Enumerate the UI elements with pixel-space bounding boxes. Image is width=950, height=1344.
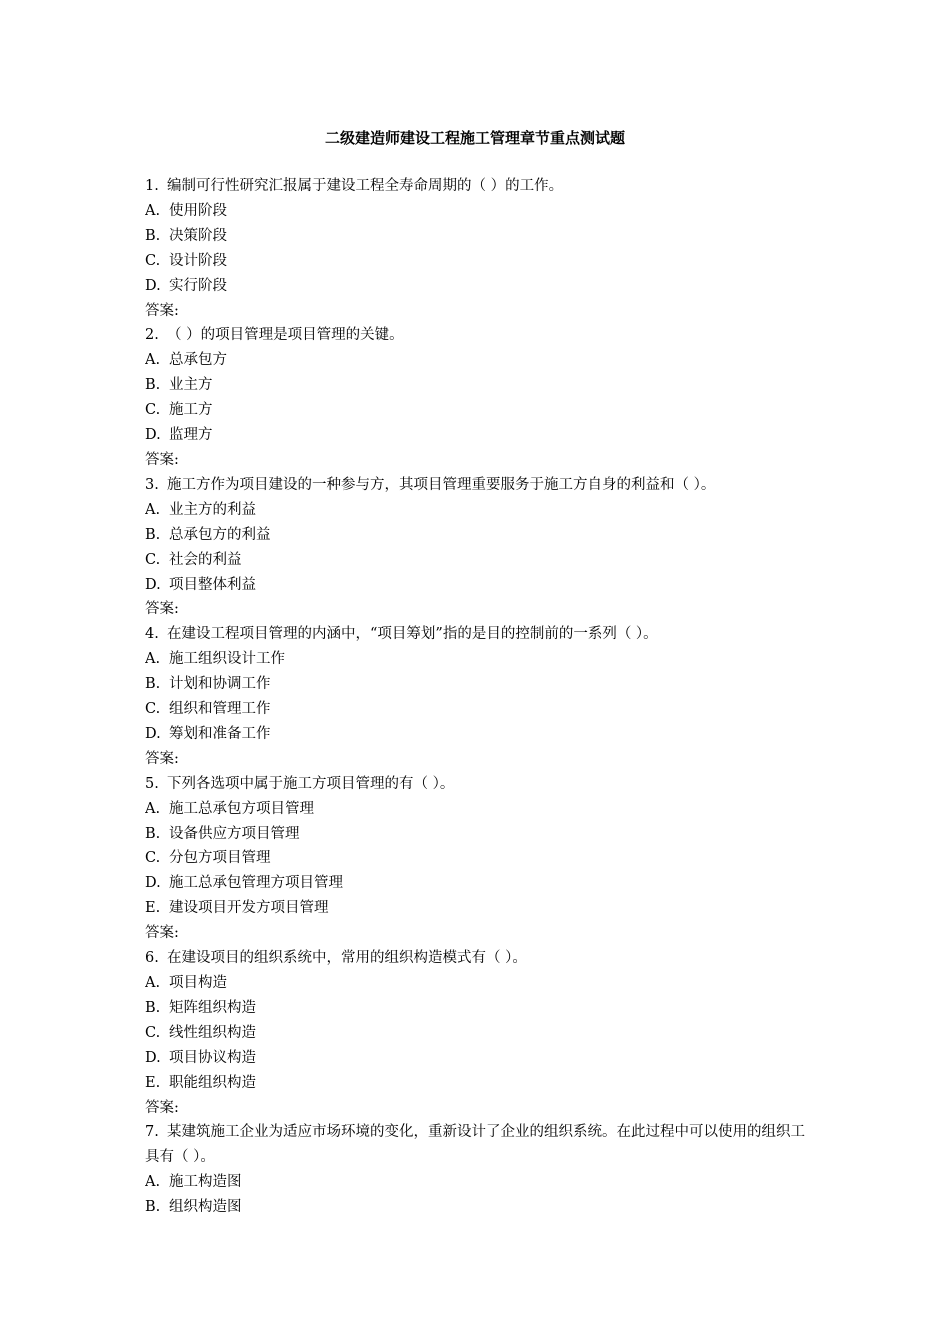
question-number: 4. [145,626,159,643]
option-letter: C. [145,402,161,419]
question-text: （ ）的项目管理是项目管理的关键。 [167,327,404,344]
option-b [145,822,813,847]
option-letter: C. [145,252,161,269]
option-text: 业主方 [169,377,213,394]
option-b [145,996,813,1021]
question-stem [145,473,813,498]
option-text: 总承包方的利益 [169,526,271,543]
option-letter: C. [145,701,161,718]
option-text: 组织构造图 [169,1199,242,1216]
option-letter: C. [145,1024,161,1041]
option-e [145,1071,813,1096]
option-d [145,274,813,299]
option-letter: B. [145,377,161,394]
option-b [145,373,813,398]
option-letter: A. [145,800,161,817]
option-letter: B. [145,1199,161,1216]
option-letter: D. [145,1049,161,1066]
option-b [145,523,813,548]
question-text: 在建设项目的组织系统中，常用的组织构造模式有（ ）。 [167,950,527,967]
question-stem [145,174,813,199]
question-list [145,174,813,1220]
question-2 [145,323,813,472]
option-letter: C. [145,551,161,568]
answer-label: 答案: [145,925,179,942]
option-a [145,971,813,996]
option-c [145,1021,813,1046]
option-letter: D. [145,576,161,593]
option-text: 决策阶段 [169,227,227,244]
option-letter: B. [145,999,161,1016]
question-number: 1. [145,178,159,194]
option-b [145,672,813,697]
option-letter: A. [145,651,161,668]
option-text: 项目整体利益 [169,576,256,593]
option-text: 项目构造 [169,975,227,991]
option-d [145,1046,813,1071]
question-6 [145,946,813,1120]
option-letter: A. [145,501,161,518]
option-a [145,1170,813,1195]
option-text: 实行阶段 [169,277,227,294]
question-3 [145,473,813,622]
option-text: 设备供应方项目管理 [169,825,300,842]
option-text: 建设项目开发方项目管理 [169,900,329,917]
option-text: 施工组织设计工作 [169,651,285,668]
option-letter: A. [145,1174,161,1191]
option-letter: A. [145,352,161,369]
question-1 [145,174,813,323]
option-letter: D. [145,875,161,892]
option-letter: B. [145,227,161,244]
option-text: 施工方 [169,402,213,419]
option-c [145,846,813,871]
question-number: 6. [145,950,159,967]
option-letter: C. [145,850,161,867]
option-text: 总承包方 [169,352,227,369]
option-letter: B. [145,676,161,693]
option-letter: D. [145,277,161,294]
question-stem [145,1120,813,1170]
question-stem [145,323,813,348]
option-text: 监理方 [169,427,213,444]
option-d [145,423,813,448]
option-text: 线性组织构造 [169,1024,256,1041]
question-text: 编制可行性研究汇报属于建设工程全寿命周期的（ ）的工作。 [167,178,564,194]
question-stem [145,772,813,797]
answer-label: 答案: [145,750,179,767]
option-text: 业主方的利益 [169,501,256,518]
option-letter: B. [145,825,161,842]
answer-label: 答案: [145,451,179,468]
option-text: 施工总承包管理方项目管理 [169,875,343,892]
question-4 [145,622,813,771]
question-text: 某建筑施工企业为适应市场环境的变化，重新设计了企业的组织系统。在此过程中可以使用的组织工具有（ ）。 [145,1124,805,1166]
option-e [145,896,813,921]
option-text: 矩阵组织构造 [169,999,256,1016]
question-number: 5. [145,775,159,792]
answer-label: 答案: [145,1099,179,1116]
option-text: 使用阶段 [169,202,227,219]
option-text: 筹划和准备工作 [169,725,271,742]
option-text: 职能组织构造 [169,1074,256,1091]
option-letter: E. [145,900,161,917]
option-letter: A. [145,202,161,219]
question-number: 3. [145,476,159,493]
option-text: 分包方项目管理 [169,850,271,867]
option-letter: E. [145,1074,161,1091]
option-text: 施工总承包方项目管理 [169,800,314,817]
option-d [145,573,813,598]
option-text: 施工构造图 [169,1174,242,1191]
option-letter: D. [145,725,161,742]
option-letter: D. [145,427,161,444]
option-d [145,871,813,896]
question-text: 下列各选项中属于施工方项目管理的有（ ）。 [167,775,455,792]
option-c [145,398,813,423]
option-letter: B. [145,526,161,543]
option-c [145,548,813,573]
option-a [145,498,813,523]
option-d [145,722,813,747]
answer-label: 答案: [145,302,179,319]
option-b [145,1195,813,1220]
option-c [145,249,813,274]
option-letter: A. [145,975,161,991]
question-text: 施工方作为项目建设的一种参与方，其项目管理重要服务于施工方自身的利益和（ ）。 [167,476,716,493]
option-c [145,697,813,722]
question-number: 7. [145,1124,159,1141]
question-text: 在建设工程项目管理的内涵中，“项目筹划”指的是目的控制前的一系列（ ）。 [167,626,658,643]
question-7 [145,1120,813,1220]
option-text: 设计阶段 [169,252,227,269]
option-a [145,199,813,224]
answer-label: 答案: [145,601,179,618]
option-a [145,797,813,822]
option-text: 项目协议构造 [169,1049,256,1066]
question-number: 2. [145,327,159,344]
question-stem [145,946,813,971]
option-text: 组织和管理工作 [169,701,271,718]
option-b [145,224,813,249]
question-5 [145,772,813,946]
option-a [145,348,813,373]
option-text: 社会的利益 [169,551,242,568]
option-text: 计划和协调工作 [169,676,271,693]
question-stem [145,622,813,647]
option-a [145,647,813,672]
document-title: 二级建造师建设工程施工管理章节重点测试题 [324,129,625,147]
